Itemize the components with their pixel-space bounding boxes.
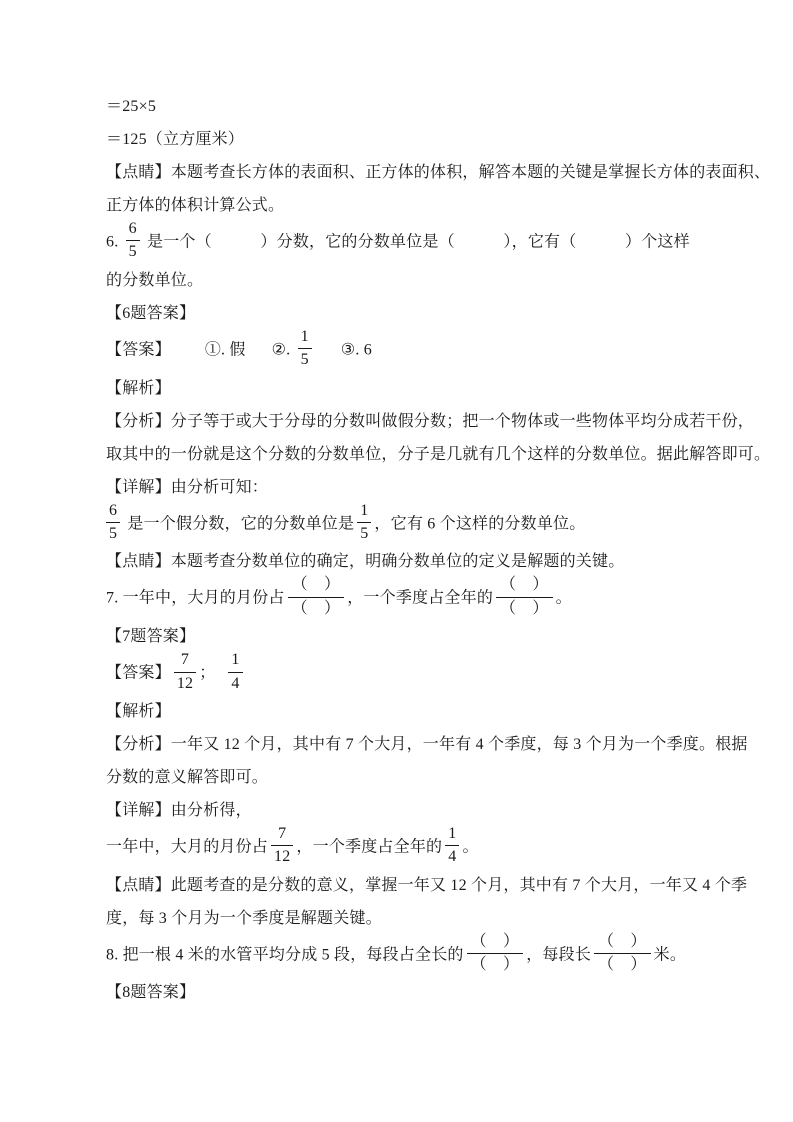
fraction-numerator: 6 [106,502,120,523]
fraction-denominator: 4 [231,674,240,692]
fraction-denominator: 12 [274,848,291,866]
q7-answer-line [106,653,703,695]
fraction-denominator: 5 [300,351,309,369]
calc-line-2: ＝125（立方厘米） [106,131,245,148]
fraction-numerator: 6 [126,220,140,241]
q7-stem-text-3: 。 [555,589,572,607]
blank-fraction [288,576,345,618]
q6-detail-text-2: ，它有 6 个这样的分数单位。 [374,515,586,533]
q7-analysis-line-1: 【分析】一年又 12 个月，其中有 7 个大月，一年有 4 个季度，每 3 个月为一个季度。根据 [106,735,748,753]
q7-detail-line [106,824,703,869]
q7-analysis-header: 【解析】 [106,702,171,720]
fraction-numerator: （ ） [288,576,345,597]
q6-number: 6. [106,233,119,251]
fraction [271,825,293,867]
q7-detail-text-3: 。 [462,838,479,856]
q7-analysis-line-2: 分数的意义解答即可。 [106,768,269,786]
fraction-numerator: （ ） [467,933,524,954]
q6-detail-line [106,501,703,546]
q8-stem-text-3: 米。 [653,946,687,964]
fraction [357,502,371,544]
q7-stem-line [106,578,703,620]
q7-remark-line-1: 【点睛】此题考查的是分数的意义，掌握一年又 12 个月，其中有 7 个大月，一年又 4 个季 [106,876,748,894]
q8-stem-text-2: ，每段长 [526,946,592,964]
q6-answer-item-3: ③. 6 [340,341,372,359]
q6-analysis-line-2: 取其中的一份就是这个分数的分数单位，分子是几就有几个这样的分数单位。据此解答即可。 [106,445,771,463]
q8-stem-text-1: 8. 把一根 4 米的水管平均分成 5 段，每段占全长的 [106,946,464,964]
fraction-denominator: 12 [176,674,194,692]
answer-label: 【答案】 [106,341,171,359]
fraction-denominator: （ ） [470,956,520,974]
q7-stem-text-2: ，一个季度占全年的 [347,589,494,607]
fraction [174,651,196,693]
fraction-denominator: （ ） [598,956,647,974]
q5-remark-line-1: 【点睛】本题考查长方体的表面积、正方体的体积，解答本题的关键是掌握长方体的表面积、 [106,164,771,181]
q6-stem-line-1 [106,222,703,264]
fraction-numerator: 1 [357,502,371,523]
fraction-denominator: 5 [128,243,137,261]
answer-label: 【答案】 [106,664,171,682]
fraction-numerator: （ ） [496,576,553,597]
fraction-denominator: 4 [448,848,457,866]
fraction-denominator: （ ） [291,599,341,617]
q7-stem-text-1: 7. 一年中，大月的月份占 [106,589,285,607]
fraction-numerator: 1 [298,328,312,349]
q7-detail-label: 【详解】由分析得， [106,801,252,819]
q6-detail-text-1: 是一个假分数，它的分数单位是 [127,515,355,533]
q6-analysis-line-1: 【分析】分子等于或大于分母的分数叫做假分数；把一个物体或一些物体平均分成若干份， [106,412,755,430]
fraction [126,220,140,262]
q6-detail-label: 【详解】由分析可知： [106,478,269,496]
fraction [298,328,312,370]
fraction-denominator: （ ） [500,599,549,617]
q8-answer-header: 【8题答案】 [106,984,196,1002]
fraction [228,651,242,693]
q6-analysis-header: 【解析】 [106,379,171,397]
q7-detail-text-1: 一年中，大月的月份占 [106,838,269,856]
blank-fraction [594,933,651,975]
q6-answer-item-2-label: ②. [271,341,291,359]
fraction-numerator: 1 [445,825,459,846]
q5-remark-line-2: 正方体的体积计算公式。 [106,197,285,214]
q6-stem-line-2: 的分数单位。 [106,271,204,289]
fraction-denominator: 5 [360,524,369,542]
q7-answer-header: 【7题答案】 [106,628,196,646]
fraction-denominator: 5 [109,524,118,542]
q7-remark-line-2: 度，每 3 个月为一个季度是解题关键。 [106,909,382,927]
q8-stem-line [106,932,703,977]
blank-fraction [496,576,553,618]
fraction [445,825,459,867]
blank-fraction [467,933,524,975]
calc-line-1: ＝25×5 [106,98,157,115]
q6-answer-line [106,327,703,372]
q6-answer-item-1: ①. 假 [204,341,246,359]
fraction-numerator: 7 [271,825,293,846]
q7-detail-text-2: ，一个季度占全年的 [296,838,443,856]
fraction [106,502,120,544]
q6-answer-header: 【6题答案】 [106,304,196,322]
q7-answer-separator: ； [199,664,216,682]
fraction-numerator: 1 [228,651,242,672]
q6-stem-text: 是一个（ ）分数，它的分数单位是（ ），它有（ ）个这样 [147,233,690,251]
fraction-numerator: （ ） [594,933,651,954]
q6-remark-line: 【点睛】本题考查分数单位的确定，明确分数单位的定义是解题的关键。 [106,553,625,571]
fraction-numerator: 7 [174,651,196,672]
